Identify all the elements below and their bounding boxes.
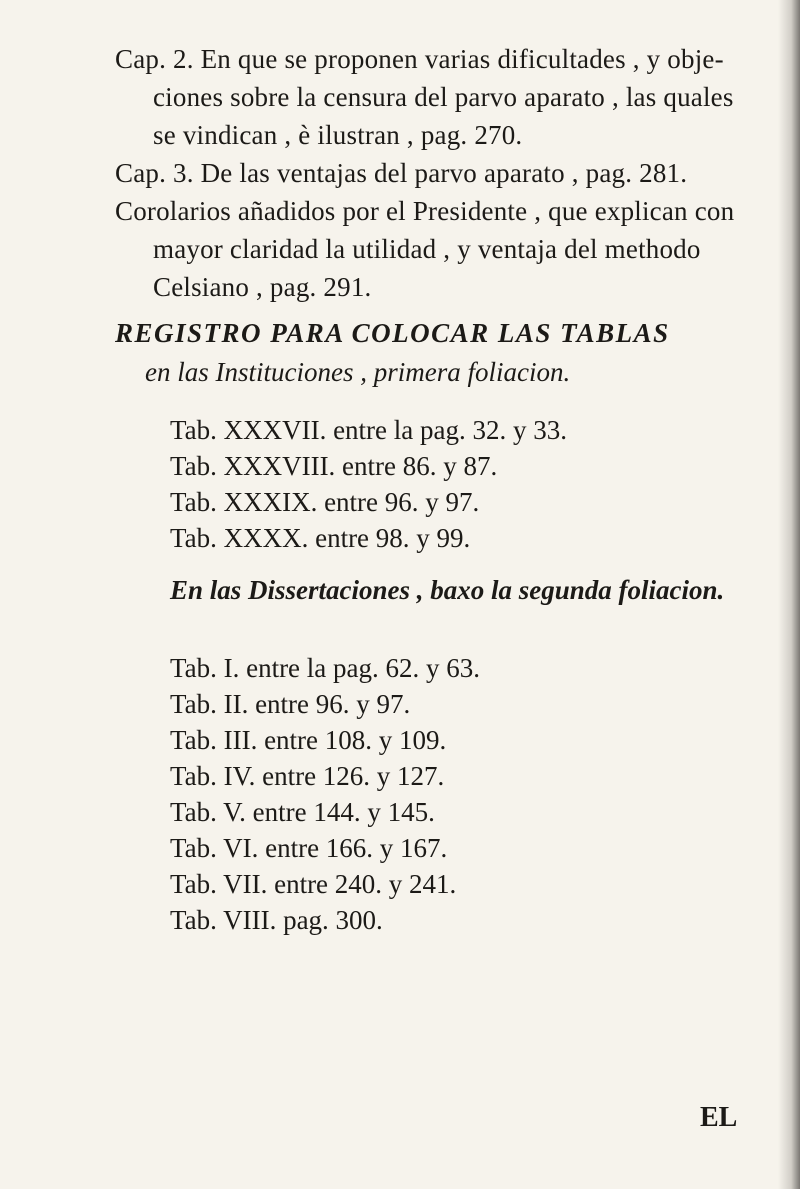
register-title: REGISTRO PARA COLOCAR LAS TABLAS — [115, 318, 670, 348]
contents-line: Cap. 2. En que se proponen varias dificultades , y obje- — [115, 44, 724, 74]
table-entry: Tab. XXXVII. entre la pag. 32. y 33. — [170, 415, 567, 445]
table-entry: Tab. I. entre la pag. 62. y 63. — [170, 653, 481, 683]
dissertations-table-list — [170, 650, 800, 938]
contents-section — [115, 40, 775, 306]
table-entry: Tab. V. entre 144. y 145. — [170, 797, 435, 827]
register-section — [115, 318, 775, 388]
table-entry: Tab. IV. entre 126. y 127. — [170, 761, 445, 791]
dissertations-heading — [170, 575, 800, 606]
table-entry: Tab. III. entre 108. y 109. — [170, 725, 447, 755]
table-entry: Tab. XXXIX. entre 96. y 97. — [170, 487, 480, 517]
contents-line: Corolarios añadidos por el Presidente , que explican con — [115, 196, 735, 226]
contents-line: ciones sobre la censura del parvo aparato , las quales — [153, 82, 734, 112]
dissertations-title: En las Dissertaciones , baxo la segunda foliacion. — [170, 575, 725, 605]
register-subtitle: en las Instituciones , primera foliacion. — [145, 357, 571, 387]
contents-line: se vindican , è ilustran , pag. 270. — [153, 120, 523, 150]
contents-line: Cap. 3. De las ventajas del parvo aparato , pag. 281. — [115, 158, 688, 188]
page-edge-shadow — [778, 0, 800, 1189]
table-entry: Tab. VIII. pag. 300. — [170, 905, 383, 935]
table-entry: Tab. XXXX. entre 98. y 99. — [170, 523, 471, 553]
contents-line: Celsiano , pag. 291. — [153, 272, 372, 302]
table-entry: Tab. XXXVIII. entre 86. y 87. — [170, 451, 498, 481]
table-entry: Tab. II. entre 96. y 97. — [170, 689, 411, 719]
contents-line: mayor claridad la utilidad , y ventaja del methodo — [153, 234, 701, 264]
register-table-list — [170, 412, 800, 556]
table-entry: Tab. VII. entre 240. y 241. — [170, 869, 457, 899]
catchword: EL — [700, 1102, 738, 1133]
table-entry: Tab. VI. entre 166. y 167. — [170, 833, 448, 863]
